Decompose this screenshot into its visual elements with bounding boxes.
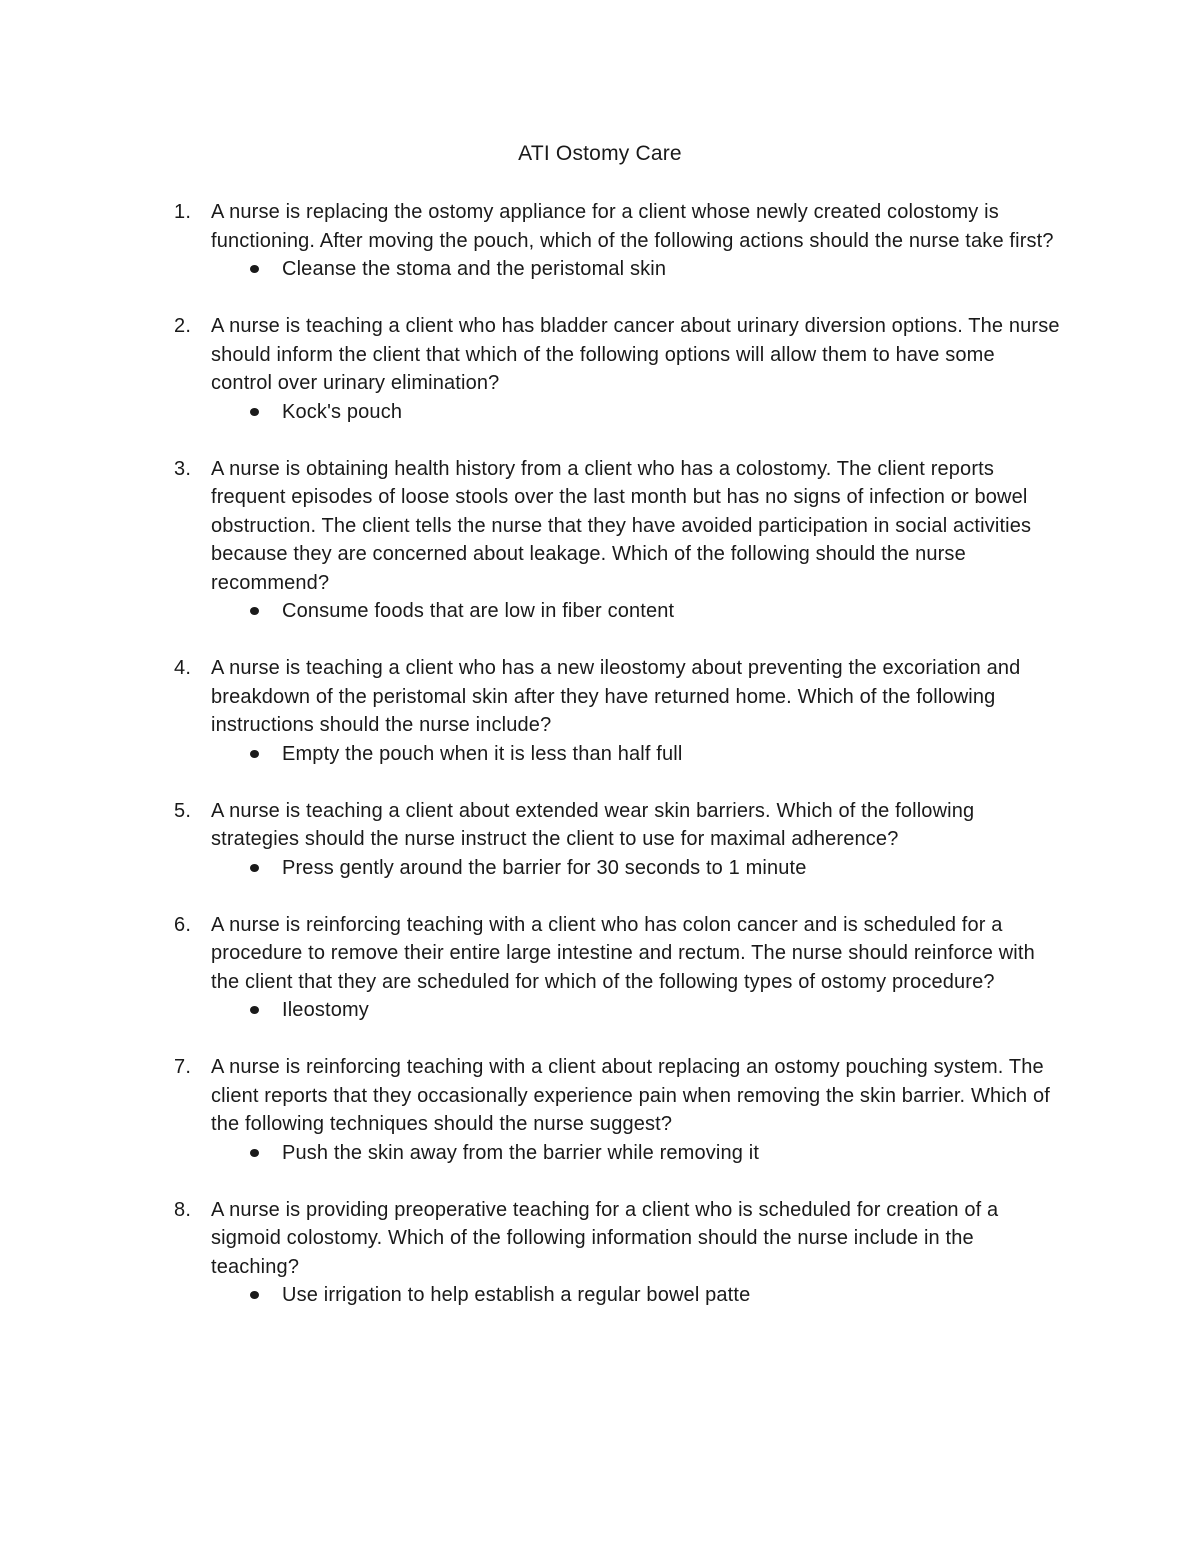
question-item-8: [0, 1196, 1200, 1310]
question-list: [0, 198, 1200, 1338]
bullet-icon: [250, 1006, 259, 1014]
answer-text: Push the skin away from the barrier while removing it: [282, 1141, 760, 1164]
question-number: 1.: [174, 201, 192, 223]
question-item-3: [0, 455, 1200, 626]
question-number: 8.: [174, 1198, 192, 1221]
answer-item: [282, 854, 1062, 883]
document-title: ATI Ostomy Care: [518, 142, 682, 165]
answer-text: Empty the pouch when it is less than half full: [282, 742, 683, 765]
bullet-icon: [250, 864, 259, 872]
question-number: 5.: [174, 799, 192, 822]
answer-item: [282, 740, 1062, 769]
question-item-5: [0, 797, 1200, 883]
answer-text: Ileostomy: [282, 999, 369, 1021]
question-text: A nurse is providing preoperative teaching for a client who is scheduled for creation of a sigmoid colostomy. Which of the following information should the nurse include in the teaching?: [211, 1198, 999, 1278]
bullet-icon: [250, 408, 259, 416]
answer-item: [282, 1281, 1062, 1310]
question-number: 4.: [174, 657, 192, 679]
question-number: 6.: [174, 913, 192, 936]
question-item-1: [0, 198, 1200, 284]
answer-item: [282, 996, 1062, 1025]
question-item-4: [0, 654, 1200, 768]
question-number: 3.: [174, 457, 192, 480]
answer-text: Consume foods that are low in fiber content: [282, 600, 675, 622]
answer-item: [282, 398, 1062, 427]
answer-text: Use irrigation to help establish a regular bowel patte: [282, 1284, 751, 1306]
answer-text: Kock's pouch: [282, 400, 403, 423]
question-text: A nurse is teaching a client who has bladder cancer about urinary diversion options. The nurse should inform the client that which of the following options will allow them to have some control over urinary elimination?: [211, 315, 1060, 394]
question-item-7: [0, 1053, 1200, 1167]
question-number: 7.: [174, 1056, 192, 1078]
question-text: A nurse is teaching a client who has a new ileostomy about preventing the excoriation and breakdown of the peristomal skin after they have returned home. Which of the following instructions should the nurse include?: [211, 657, 1021, 736]
question-text: A nurse is reinforcing teaching with a client who has colon cancer and is scheduled for a procedure to remove their entire large intestine and rectum. The nurse should reinforce with the client that they are scheduled for which of the following types of ostomy procedure?: [211, 913, 1035, 993]
bullet-icon: [250, 1291, 259, 1299]
question-item-2: [0, 312, 1200, 426]
answer-text: Press gently around the barrier for 30 seconds to 1 minute: [282, 856, 807, 879]
question-number: 2.: [174, 315, 192, 337]
bullet-icon: [250, 265, 259, 273]
bullet-icon: [250, 607, 259, 615]
question-text: A nurse is reinforcing teaching with a client about replacing an ostomy pouching system. The client reports that they occasionally experience pain when removing the skin barrier. Which of the following techniques should the nurse suggest?: [211, 1056, 1050, 1135]
answer-item: [282, 255, 1062, 284]
bullet-icon: [250, 1149, 259, 1157]
question-text: A nurse is obtaining health history from a client who has a colostomy. The client reports frequent episodes of loose stools over the last month but has no signs of infection or bowel obstruction. The client tells the nurse that they have avoided participation in social activities because they are concerned about leakage. Which of the following should the nurse recommend?: [211, 457, 1032, 594]
answer-item: [282, 597, 1062, 626]
question-text: A nurse is replacing the ostomy appliance for a client whose newly created colostomy is functioning. After moving the pouch, which of the following actions should the nurse take first?: [211, 201, 1054, 252]
answer-text: Cleanse the stoma and the peristomal skin: [282, 258, 667, 280]
question-item-6: [0, 911, 1200, 1025]
answer-item: [282, 1139, 1062, 1168]
question-text: A nurse is teaching a client about extended wear skin barriers. Which of the following strategies should the nurse instruct the client to use for maximal adherence?: [211, 799, 975, 850]
bullet-icon: [250, 750, 259, 758]
